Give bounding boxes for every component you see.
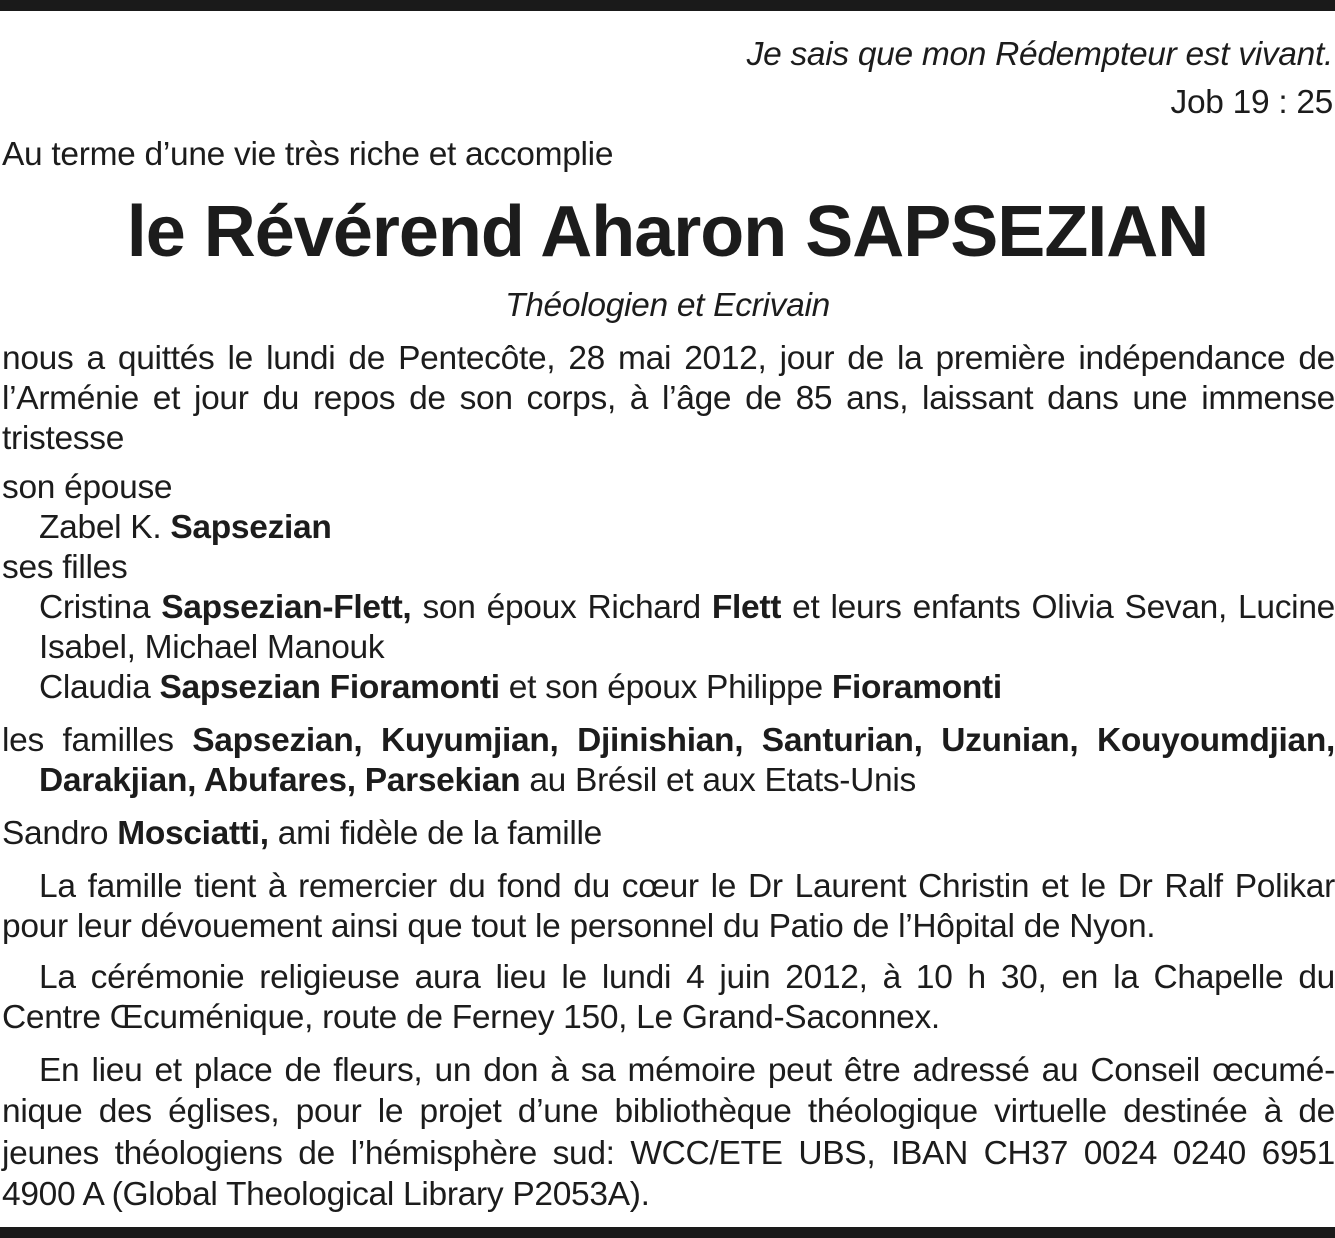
daughter-2: Claudia Sapsezian Fioramonti et son époux Philippe Fioramonti	[39, 669, 1002, 706]
passing-line-1: nous a quittés le lundi de Pentecôte, 28 mai 2012, jour de la première indépendance de	[2, 340, 1335, 377]
thanks-line-1: La famille tient à remercier du fond du cœur le Dr Laurent Christin et le Dr Ralf Polikar	[39, 868, 1335, 905]
thanks-line-2: pour leur dévouement ainsi que tout le personnel du Patio de l’Hôpital de Nyon.	[2, 908, 1156, 945]
intro-text: Au terme d’une vie très riche et accomplie	[2, 136, 614, 173]
profession: Théologien et Ecrivain	[505, 287, 830, 324]
friend: Sandro Mosciatti, ami fidèle de la famille	[2, 815, 602, 852]
ceremony-line-1: La cérémonie religieuse aura lieu le lundi 4 juin 2012, à 10 h 30, en la Chapelle du	[39, 959, 1335, 996]
bible-reference: Job 19 : 25	[1170, 84, 1333, 121]
passing-line-3: tristesse	[2, 420, 125, 457]
spouse-name: Zabel K. Sapsezian	[39, 509, 332, 546]
bottom-border-rule	[0, 1227, 1335, 1238]
bible-quote: Je sais que mon Rédempteur est vivant.	[746, 36, 1333, 73]
daughter-1-line-2: Isabel, Michael Manouk	[39, 629, 385, 666]
families-line-1: les familles Sapsezian, Kuyumjian, Djinishian, Santurian, Uzunian, Kouyoumdjian,	[2, 722, 1335, 759]
ceremony-line-2: Centre Œcuménique, route de Ferney 150, Le Grand-Saconnex.	[2, 999, 940, 1036]
deceased-name: le Révérend Aharon SAPSEZIAN	[126, 192, 1209, 272]
daughters-heading: ses filles	[2, 549, 128, 586]
donation-line-3: jeunes théologiens de l’hémisphère sud: WCC/ETE UBS, IBAN CH37 0024 0240 6951	[2, 1135, 1335, 1172]
donation-line-1: En lieu et place de fleurs, un don à sa mémoire peut être adressé au Conseil œcumé-	[39, 1052, 1335, 1089]
donation-line-2: nique des églises, pour le projet d’une bibliothèque théologique virtuelle destinée à de	[2, 1093, 1335, 1130]
spouse-heading: son épouse	[2, 469, 173, 506]
daughter-1-line-1: Cristina Sapsezian-Flett, son époux Richard Flett et leurs enfants Olivia Sevan, Lucine	[39, 589, 1335, 626]
families-line-2: Darakjian, Abufares, Parsekian au Brésil et aux Etats-Unis	[39, 762, 916, 799]
top-border-rule	[0, 0, 1335, 11]
donation-line-4: 4900 A (Global Theological Library P2053A).	[2, 1176, 650, 1213]
passing-line-2: l’Arménie et jour du repos de son corps, à l’âge de 85 ans, laissant dans une immense	[2, 380, 1335, 417]
